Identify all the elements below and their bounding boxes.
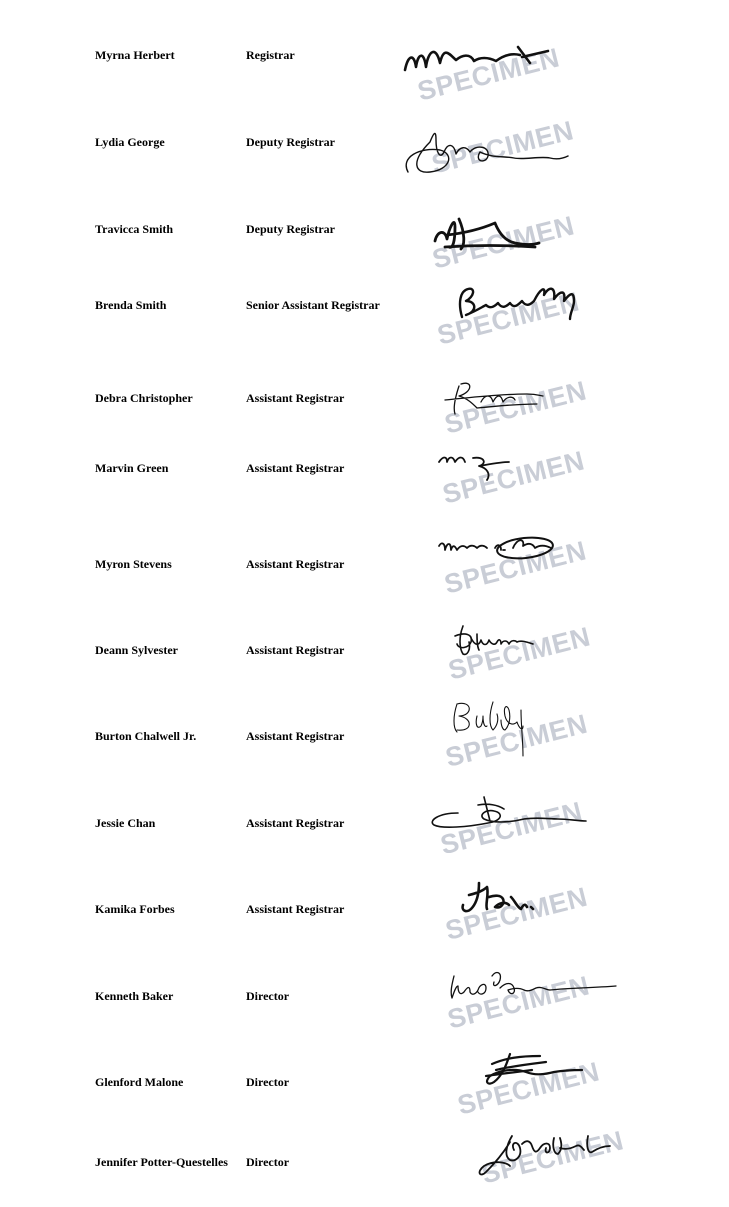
- specimen-watermark: SPECIMEN: [454, 1056, 603, 1121]
- signatory-name: Travicca Smith: [95, 222, 174, 236]
- signatory-title: Assistant Registrar: [246, 902, 345, 916]
- specimen-signature: [400, 15, 600, 107]
- specimen-signature: [425, 189, 625, 275]
- specimen-watermark: SPECIMEN: [429, 210, 578, 275]
- signatory-title: Senior Assistant Registrar: [246, 298, 380, 312]
- specimen-watermark: SPECIMEN: [442, 881, 591, 946]
- signatory-name: Kamika Forbes: [95, 902, 175, 916]
- signatory-name: Jessie Chan: [95, 816, 156, 830]
- specimen-signature: [470, 1122, 670, 1202]
- specimen-signature: [450, 1042, 650, 1122]
- specimen-signature: [430, 265, 630, 351]
- specimen-watermark: SPECIMEN: [445, 621, 594, 686]
- signatory-title: Assistant Registrar: [246, 557, 345, 571]
- signatory-name: Marvin Green: [95, 461, 169, 475]
- signatory-name: Deann Sylvester: [95, 643, 178, 657]
- specimen-signature: [400, 102, 600, 182]
- specimen-watermark: SPECIMEN: [439, 445, 588, 510]
- signatory-name: Brenda Smith: [95, 298, 167, 312]
- signatory-title: Assistant Registrar: [246, 461, 345, 475]
- signatory-name: Kenneth Baker: [95, 989, 174, 1003]
- specimen-signature: [437, 358, 637, 438]
- signatory-title: Assistant Registrar: [246, 643, 345, 657]
- specimen-watermark: SPECIMEN: [478, 1125, 627, 1190]
- specimen-watermark: SPECIMEN: [434, 286, 583, 351]
- signatory-name: Myron Stevens: [95, 557, 172, 571]
- specimen-signature: [440, 956, 640, 1036]
- signatory-title: Assistant Registrar: [246, 391, 345, 405]
- specimen-watermark: SPECIMEN: [444, 970, 593, 1035]
- signatory-title: Deputy Registrar: [246, 135, 335, 149]
- signatory-name: Debra Christopher: [95, 391, 193, 405]
- signatory-title: Director: [246, 1155, 290, 1169]
- signatory-name: Myrna Herbert: [95, 48, 175, 62]
- specimen-signature: [443, 869, 643, 949]
- signatory-name: Glenford Malone: [95, 1075, 184, 1089]
- specimen-signature: [443, 696, 643, 776]
- signatory-title: Director: [246, 1075, 290, 1089]
- signatory-name: Jennifer Potter-Questelles: [95, 1155, 228, 1169]
- specimen-signature: [437, 524, 637, 604]
- specimen-signature: [441, 610, 641, 690]
- specimen-signature: [435, 428, 635, 508]
- specimen-watermark: SPECIMEN: [437, 796, 586, 861]
- specimen-watermark: SPECIMEN: [441, 535, 590, 600]
- specimen-watermark: SPECIMEN: [414, 42, 563, 107]
- specimen-watermark: SPECIMEN: [441, 375, 590, 440]
- specimen-watermark: SPECIMEN: [442, 708, 591, 773]
- signatory-title: Assistant Registrar: [246, 816, 345, 830]
- signatory-name: Lydia George: [95, 135, 165, 149]
- signatory-title: Deputy Registrar: [246, 222, 335, 236]
- signatory-name: Burton Chalwell Jr.: [95, 729, 197, 743]
- specimen-signature: [428, 783, 628, 863]
- signatory-title: Assistant Registrar: [246, 729, 345, 743]
- signatory-title: Registrar: [246, 48, 295, 62]
- specimen-watermark: SPECIMEN: [428, 115, 577, 180]
- signatory-title: Director: [246, 989, 290, 1003]
